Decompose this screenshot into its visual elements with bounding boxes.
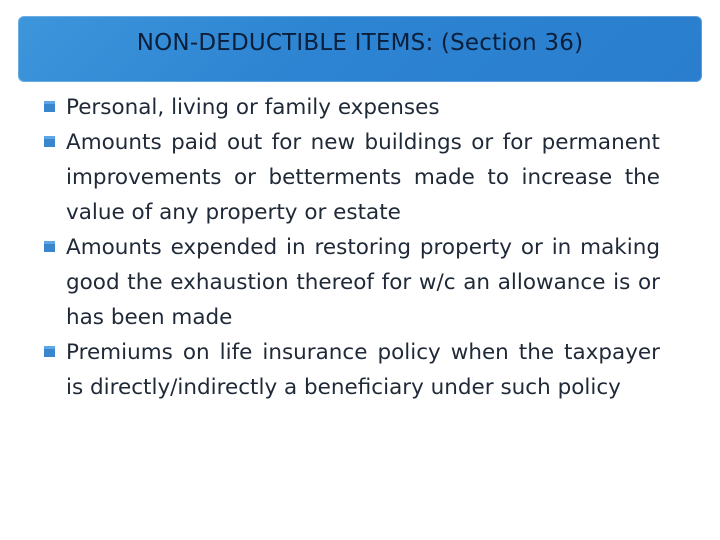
title-banner [18, 16, 702, 82]
bullet-list [44, 90, 660, 405]
list-item-text: Amounts paid out for new buildings or for permanent improvements or betterments made to increase the value of any property or estate [66, 130, 660, 225]
list-item [44, 335, 660, 405]
square-bullet-icon [44, 125, 56, 160]
list-item [44, 90, 660, 125]
list-item [44, 125, 660, 230]
list-item [44, 230, 660, 335]
square-bullet-icon [44, 335, 56, 370]
list-item-text: Personal, living or family expenses [66, 95, 440, 120]
square-bullet-icon [44, 90, 56, 125]
list-item-text: Amounts expended in restoring property or in making good the exhaustion thereof for w/c an allowance is or has been made [66, 235, 660, 330]
list-item-text: Premiums on life insurance policy when the taxpayer is directly/indirectly a beneficiary under such policy [66, 340, 660, 400]
square-bullet-icon [44, 230, 56, 265]
slide-title: NON-DEDUCTIBLE ITEMS: (Section 36) [136, 30, 584, 56]
